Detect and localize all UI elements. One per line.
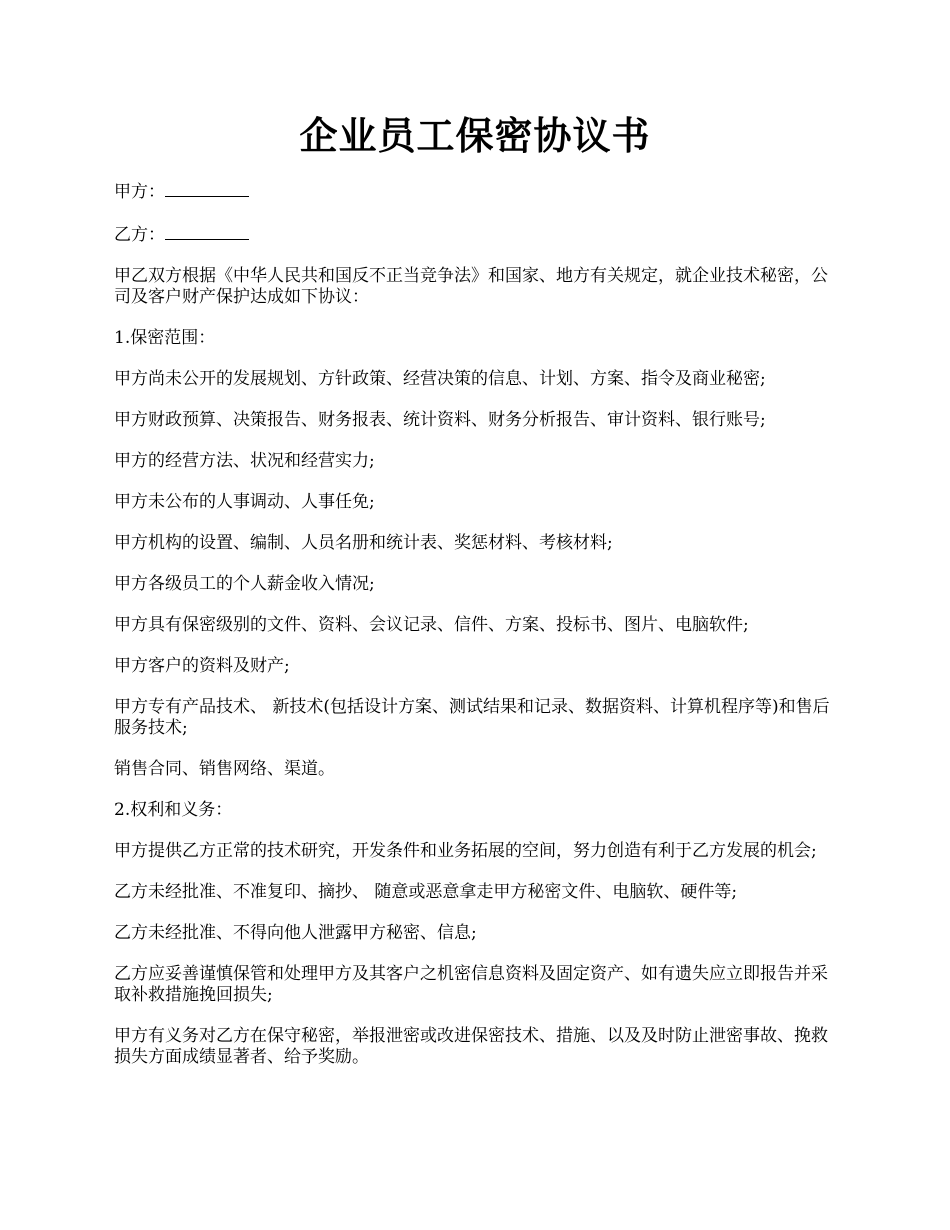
section1-item: 甲方未公布的人事调动、人事任免; (114, 492, 375, 512)
section1-item: 甲方具有保密级别的文件、资料、会议记录、信件、方案、投标书、图片、电脑软件; (114, 615, 749, 635)
section2-item: 甲方有义务对乙方在保守秘密，举报泄密或改进保密技术、措施、以及及时防止泄密事故、挽救损失方面成绩显著者、给予奖励。 (114, 1026, 828, 1067)
party-a-line (114, 180, 840, 203)
section2-item: 乙方未经批准、不准复印、摘抄、 随意或恶意拿走甲方秘密文件、电脑软、硬件等; (114, 882, 738, 902)
section1-item: 销售合同、销售网络、渠道。 (114, 759, 335, 779)
party-b-label: 乙方： (114, 225, 165, 245)
section1-item: 甲方机构的设置、编制、人员名册和统计表、奖惩材料、考核材料; (114, 533, 613, 553)
section1-item: 甲方财政预算、决策报告、财务报表、统计资料、财务分析报告、审计资料、银行账号; (114, 410, 766, 430)
party-b-blank (165, 223, 249, 240)
section2-item: 甲方提供乙方正常的技术研究，开发条件和业务拓展的空间，努力创造有利于乙方发展的机会; (114, 841, 817, 861)
section2-heading: 2.权利和义务： (114, 800, 233, 820)
party-a-label: 甲方： (114, 182, 165, 202)
section1-item: 甲方尚未公开的发展规划、方针政策、经营决策的信息、计划、方案、指令及商业秘密; (114, 369, 766, 389)
section1-item: 甲方专有产品技术、 新技术(包括设计方案、测试结果和记录、数据资料、计算机程序等)和售后服务技术; (114, 697, 830, 738)
section1-item: 甲方各级员工的个人薪金收入情况; (114, 574, 375, 594)
section2-item: 乙方未经批准、不得向他人泄露甲方秘密、信息; (114, 923, 477, 943)
section2-item: 乙方应妥善谨慎保管和处理甲方及其客户之机密信息资料及固定资产、如有遗失应立即报告并采取补救措施挽回损失; (114, 964, 828, 1005)
section1-item: 甲方客户的资料及财产; (114, 656, 290, 676)
document-title: 企业员工保密协议书 (299, 113, 651, 158)
section1-item: 甲方的经营方法、状况和经营实力; (114, 451, 375, 471)
document-body (114, 180, 840, 1088)
section1-heading: 1.保密范围： (114, 328, 216, 348)
party-a-blank (165, 180, 249, 197)
intro-paragraph: 甲乙双方根据《中华人民共和国反不正当竞争法》和国家、地方有关规定，就企业技术秘密，公司及客户财产保护达成如下协议： (114, 266, 828, 307)
party-b-line (114, 223, 840, 246)
